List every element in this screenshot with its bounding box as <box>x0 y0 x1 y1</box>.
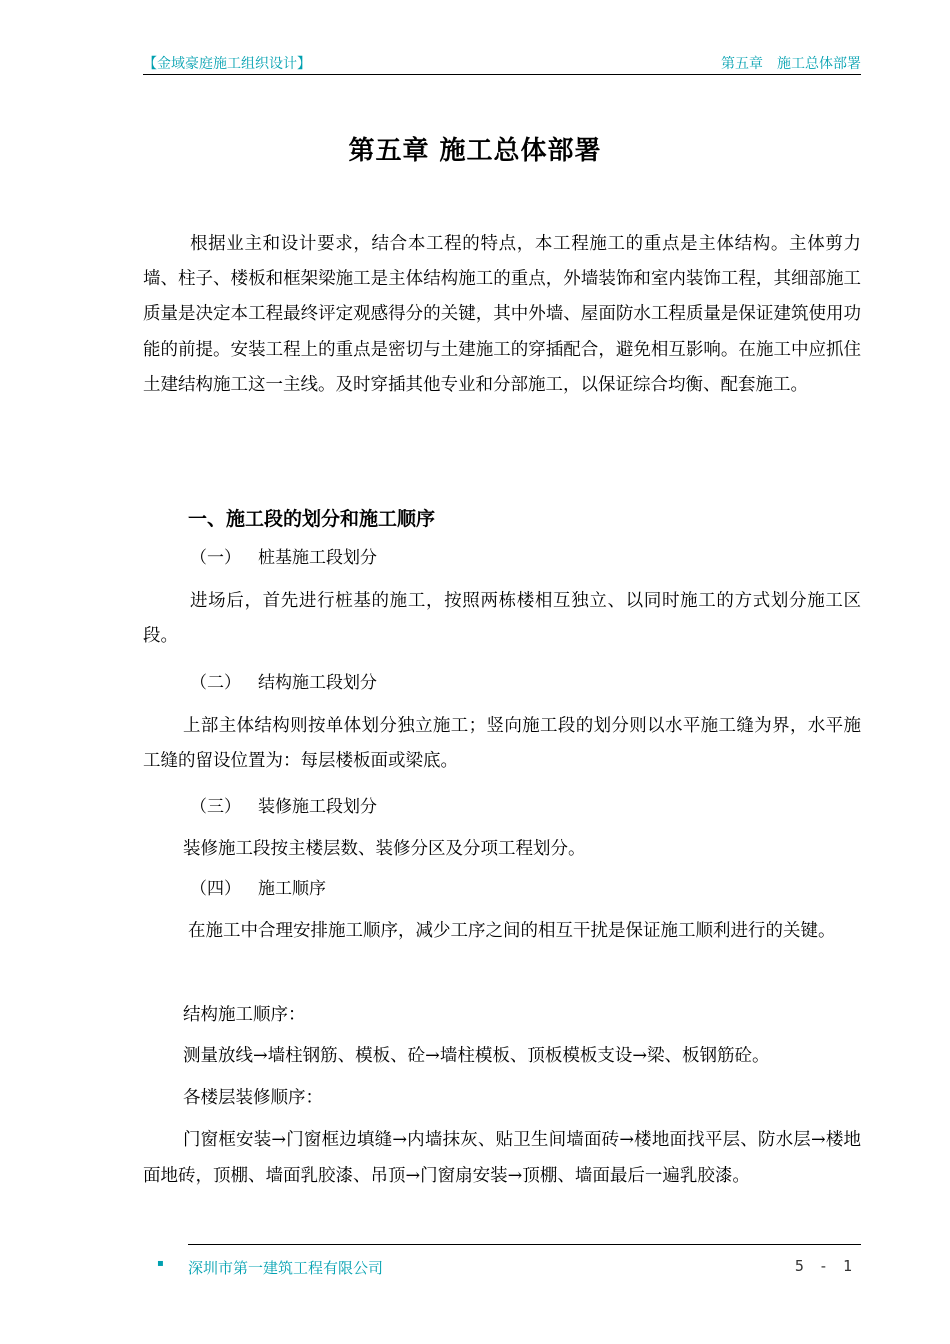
paragraph-structure-order-label: 结构施工顺序： <box>183 1005 306 1025</box>
intro-paragraph: 根据业主和设计要求，结合本工程的特点，本工程施工的重点是主体结构。主体剪力墙、柱子、楼板和框架梁施工是主体结构施工的重点，外墙装饰和室内装饰工程，其细部施工质量是决定本工程最终评定观感得分的关键，其中外墙、屋面防水工程质量是保证建筑使用功能的前提。安装工程上的重点是密切与土建施工的穿插配合，避免相互影响。在施工中应抓住土建结构施工这一主线。及时穿插其他专业和分部施工，以保证综合均衡、配套施工。 <box>143 234 861 395</box>
footer-page-number: 5 - 1 <box>794 1257 855 1275</box>
subsection-2-heading <box>190 668 377 693</box>
subsection-4-title: 施工顺序 <box>258 879 326 899</box>
paragraph-structure-order-steps: 测量放线→墙柱钢筋、模板、砼→墙柱模板、顶板模板支设→梁、板钢筋砼。 <box>183 1046 770 1066</box>
subsection-1-number: （一） <box>190 548 241 568</box>
paragraph-structure-division: 上部主体结构则按单体划分独立施工；竖向施工段的划分则以水平施工缝为界，水平施工缝的留设位置为：每层楼板面或梁底。 <box>143 716 861 771</box>
subsection-4-number: （四） <box>190 879 241 899</box>
footer-divider <box>188 1244 861 1245</box>
subsection-3-title: 装修施工段划分 <box>258 797 377 817</box>
subsection-1-title: 桩基施工段划分 <box>258 548 377 568</box>
subsection-3-number: （三） <box>190 797 241 817</box>
paragraph-decoration-order-label: 各楼层装修顺序： <box>183 1088 323 1108</box>
paragraph-pile-foundation: 进场后，首先进行桩基的施工，按照两栋楼相互独立、以同时施工的方式划分施工区段。 <box>143 591 861 646</box>
subsection-1-heading <box>190 543 377 568</box>
subsection-2-title: 结构施工段划分 <box>258 673 377 693</box>
footer-bullet-icon: ▪ <box>157 1258 164 1269</box>
page-header <box>143 50 861 75</box>
section-title: 一、施工段的划分和施工顺序 <box>188 508 436 530</box>
header-document-title: 【金域豪庭施工组织设计】 <box>143 56 311 72</box>
chapter-title: 第五章 施工总体部署 <box>348 136 602 166</box>
paragraph-decoration-division: 装修施工段按主楼层数、装修分区及分项工程划分。 <box>183 839 586 859</box>
header-chapter-title: 第五章 施工总体部署 <box>721 56 861 72</box>
paragraph-construction-order: 在施工中合理安排施工顺序，减少工序之间的相互干扰是保证施工顺利进行的关键。 <box>188 921 836 941</box>
subsection-4-heading <box>190 874 326 899</box>
subsection-3-heading <box>190 792 377 817</box>
subsection-2-number: （二） <box>190 673 241 693</box>
footer-company-name: 深圳市第一建筑工程有限公司 <box>188 1259 384 1277</box>
paragraph-decoration-order-steps: 门窗框安装→门窗框边填缝→内墙抹灰、贴卫生间墙面砖→楼地面找平层、防水层→楼地面地砖，顶棚、墙面乳胶漆、吊顶→门窗扇安装→顶棚、墙面最后一遍乳胶漆。 <box>143 1130 861 1186</box>
